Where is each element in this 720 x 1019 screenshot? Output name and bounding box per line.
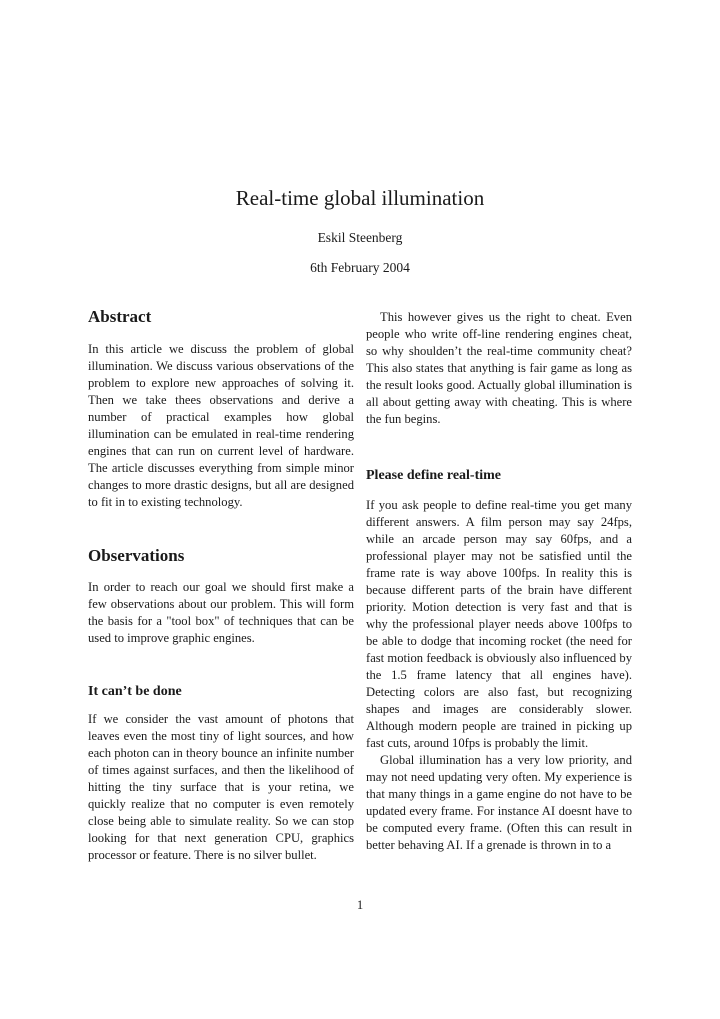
abstract-heading: Abstract <box>88 307 152 326</box>
observations-heading: Observations <box>88 546 185 565</box>
cant-be-done-paragraph: If we consider the vast amount of photons that leaves even the most tiny of light sources, and how each photon can in theory bounce an infinite number of times against surfaces, and then the likelihood of hitting the tiny surface that is your retina, we quickly realize that no computer is even remotely close being able to simulate reality. So we can stop looking for that next generation CPU, graphics processor or feature. There is no silver bullet. <box>88 712 354 862</box>
define-realtime-paragraph-1: If you ask people to define real-time you get many different answers. A film person may say 24fps, while an arcade person may say 60fps, and a professional player may not be satisfied until the frame rate is way above 100fps. In reality this is because different parts of the brain have different priority. Motion detection is very fast and that is why the professional player needs above 100fps to be able to dodge that incoming rocket (the need for fast motion feedback is obviously also influenced by the 1.5 frame latency that all engines have). Detecting colors are also fast, but recognizing shapes and images are considerably slower. Although modern people are trained in picking up fast cuts, around 10fps is probably the limit. <box>366 498 632 750</box>
page-number: 1 <box>356 898 364 912</box>
define-realtime-paragraph-2: Global illumination has a very low priority, and may not need updating very often. My experience is that many things in a game engine do not have to be updated every frame. For instance AI doesnt have to be computed every frame. (Often this can result in better behaving AI. If a grenade is thrown in to a <box>366 753 632 852</box>
cant-be-done-heading: It can’t be done <box>88 684 182 699</box>
cheat-paragraph: This however gives us the right to cheat. Even people who write off-line rendering engines cheat, so why shoulden’t the real-time community cheat? This also states that anything is fair game as long as the result looks good. Actually global illumination is all about getting away with cheating. This is where the fun begins. <box>366 310 632 426</box>
cant-be-done-body <box>88 711 354 864</box>
publication-date: 6th February 2004 <box>310 260 410 275</box>
paper-title: Real-time global illumination <box>235 186 485 210</box>
define-realtime-heading: Please define real-time <box>366 468 502 483</box>
author-name: Eskil Steenberg <box>317 230 403 245</box>
cheat-body <box>366 309 632 428</box>
define-realtime-body <box>366 497 632 854</box>
abstract-body <box>88 341 354 511</box>
observations-body <box>88 579 354 647</box>
abstract-paragraph: In this article we discuss the problem of global illumination. We discuss various observations of the problem to explore new approaches of solving it. Then we take thees observations and derive a number of practical examples how global illumination can be emulated in real-time rendering engines that can run on current level of hardware. The article discusses everything from simple minor changes to more drastic designs, but all are designed to fit in to existing technology. <box>88 342 354 509</box>
observations-paragraph: In order to reach our goal we should first make a few observations about our problem. This will form the basis for a "tool box" of techniques that can be used to improve graphic engines. <box>88 580 354 645</box>
